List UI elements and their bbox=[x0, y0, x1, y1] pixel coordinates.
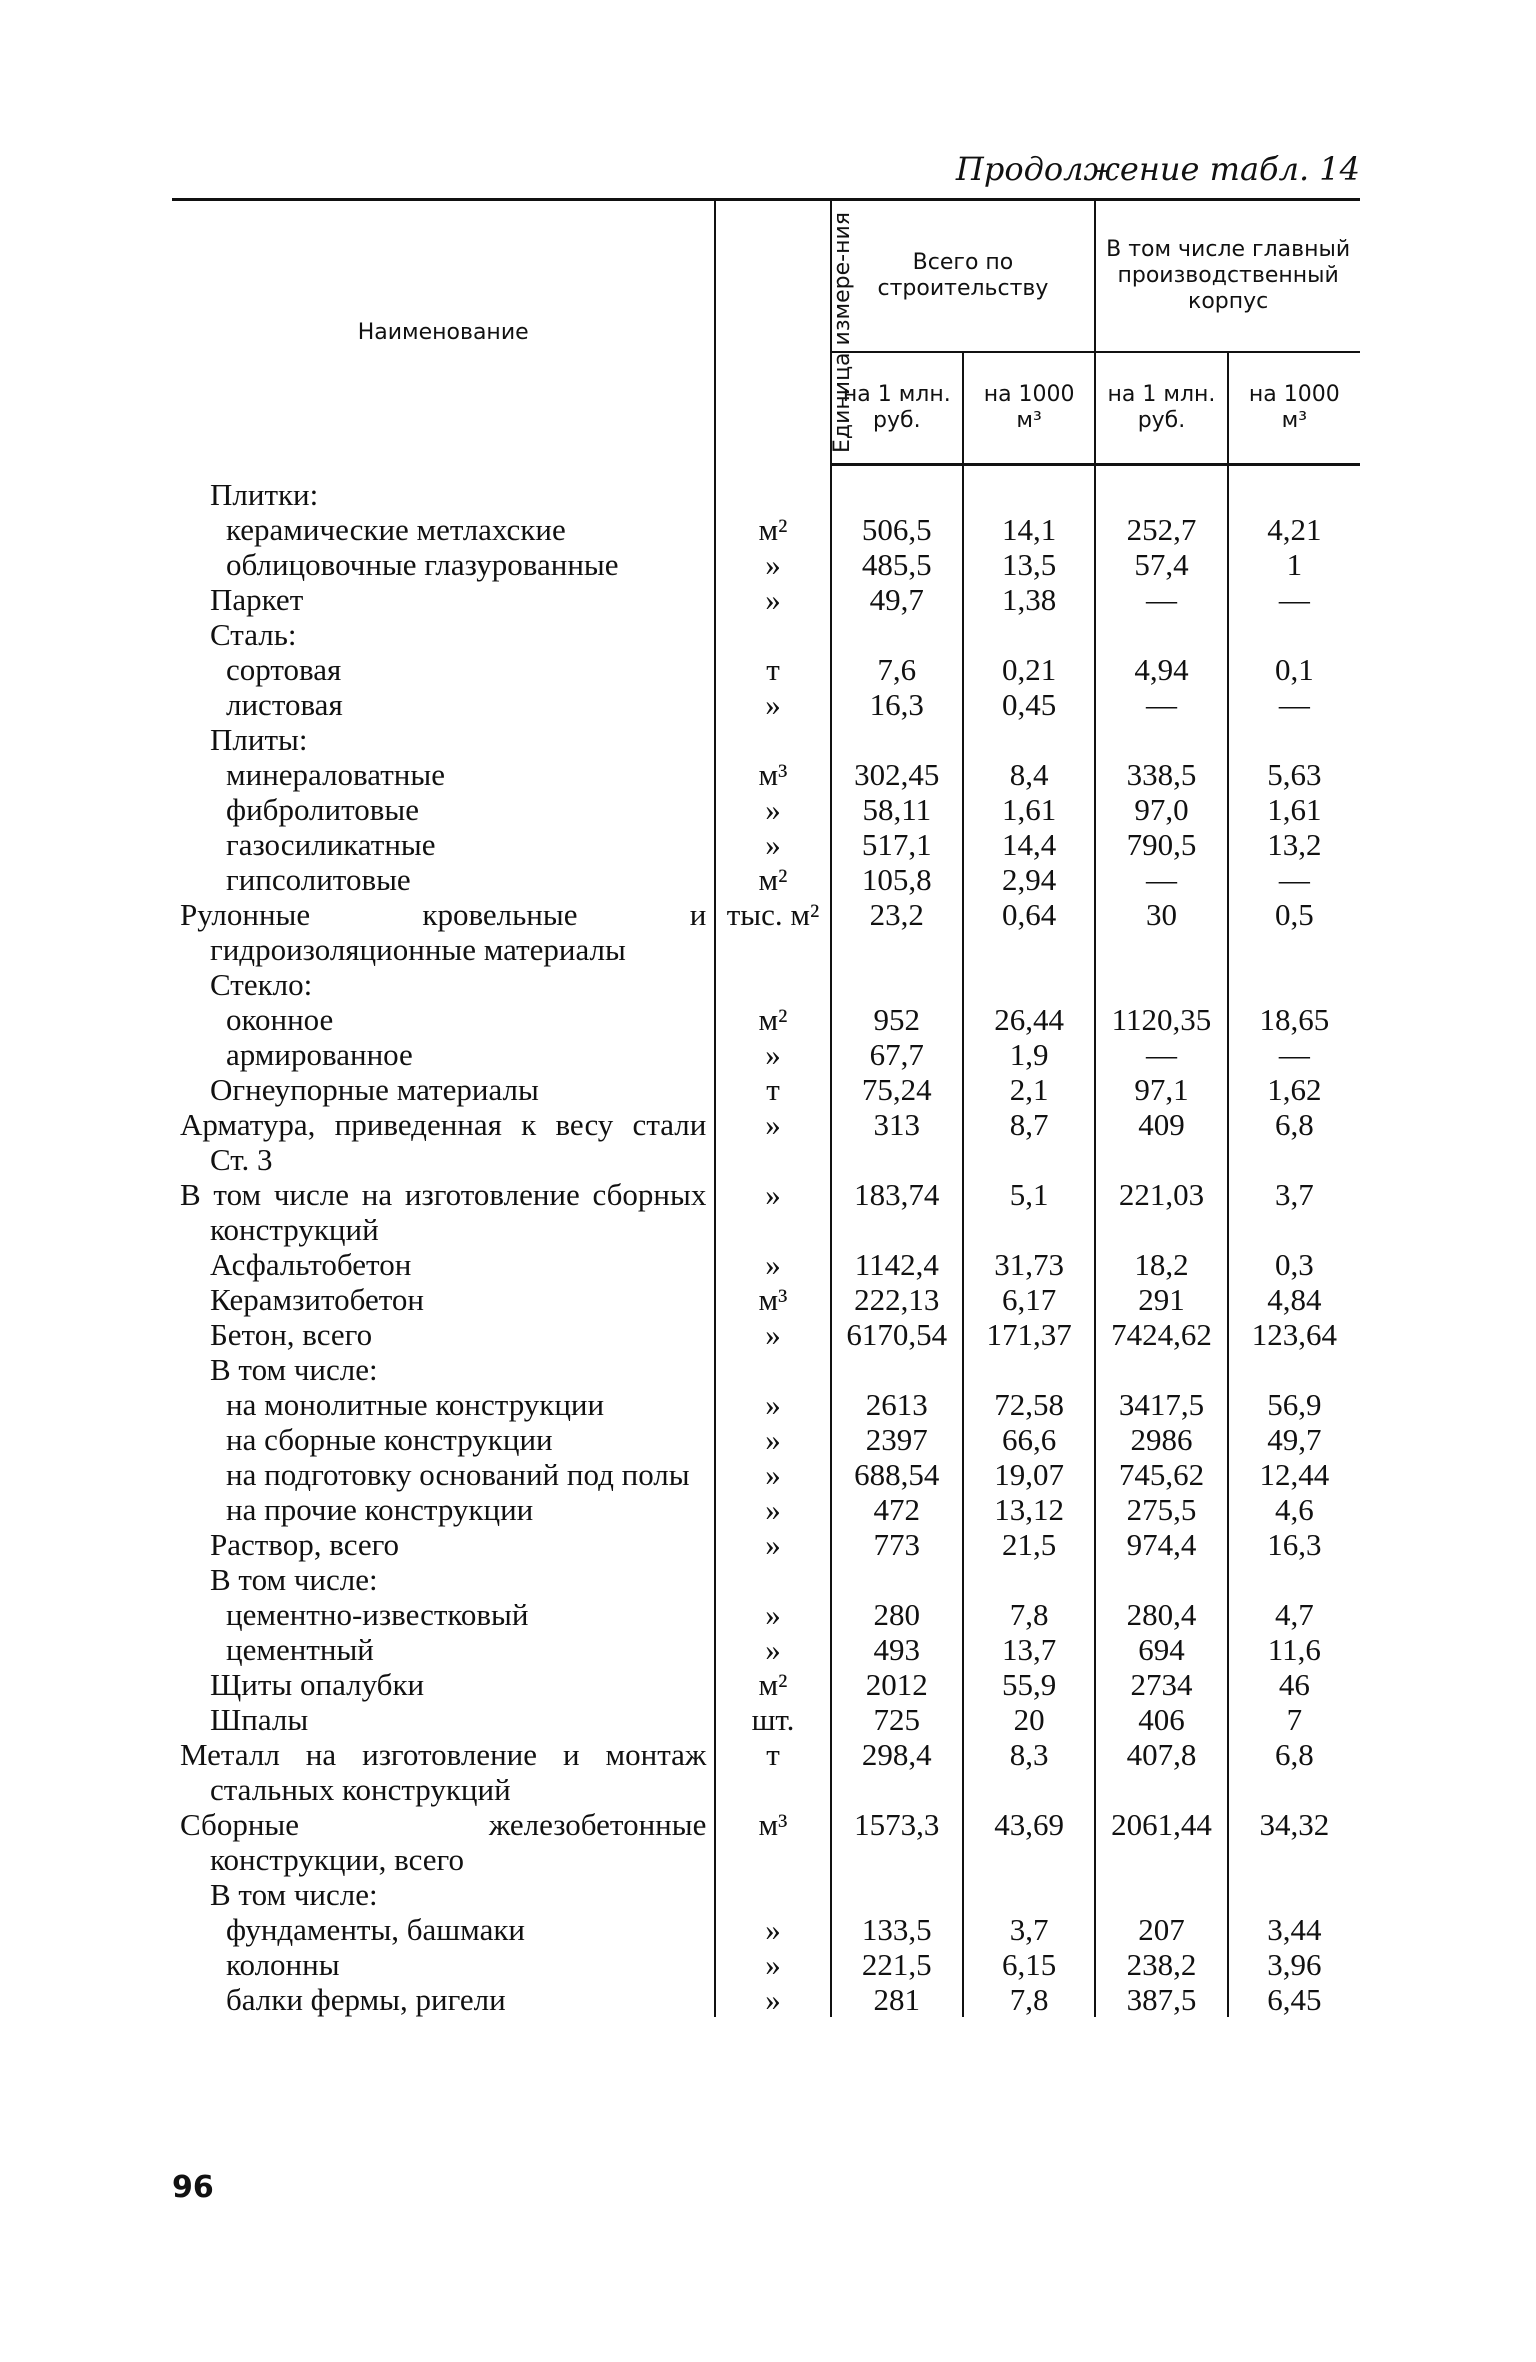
row-main-per-1000 bbox=[1228, 967, 1360, 1002]
table-row bbox=[172, 1037, 1360, 1072]
row-total-per-1000: 26,44 bbox=[963, 1002, 1095, 1037]
row-unit: » bbox=[715, 1527, 830, 1562]
row-total-per-mln: 2012 bbox=[831, 1667, 963, 1702]
row-name: Металл на изготовление и монтаж стальных конструкций bbox=[180, 1736, 707, 1807]
row-main-per-mln: 18,2 bbox=[1095, 1247, 1227, 1282]
row-total-per-1000: 13,7 bbox=[963, 1632, 1095, 1667]
table-row bbox=[172, 722, 1360, 757]
row-main-per-1000: 12,44 bbox=[1228, 1457, 1360, 1492]
row-unit: » bbox=[715, 1912, 830, 1947]
row-main-per-mln: 1120,35 bbox=[1095, 1002, 1227, 1037]
row-main-per-1000: 1,61 bbox=[1228, 792, 1360, 827]
row-total-per-mln: 49,7 bbox=[831, 582, 963, 617]
header-name: Наименование bbox=[172, 200, 715, 465]
row-total-per-mln bbox=[831, 617, 963, 652]
row-total-per-mln: 773 bbox=[831, 1527, 963, 1562]
row-main-per-1000: 1 bbox=[1228, 547, 1360, 582]
row-name: Стекло: bbox=[210, 966, 313, 1002]
table-row bbox=[172, 1457, 1360, 1492]
table-row bbox=[172, 1107, 1360, 1177]
row-total-per-mln: 7,6 bbox=[831, 652, 963, 687]
row-main-per-mln: 2734 bbox=[1095, 1667, 1227, 1702]
row-main-per-1000: 0,5 bbox=[1228, 897, 1360, 967]
row-main-per-mln: 2986 bbox=[1095, 1422, 1227, 1457]
row-total-per-1000: 55,9 bbox=[963, 1667, 1095, 1702]
row-main-per-mln: — bbox=[1095, 582, 1227, 617]
row-total-per-1000 bbox=[963, 1877, 1095, 1912]
row-name: колонны bbox=[226, 1946, 340, 1982]
row-unit bbox=[715, 1877, 830, 1912]
row-total-per-1000: 7,8 bbox=[963, 1982, 1095, 2017]
row-total-per-mln: 2397 bbox=[831, 1422, 963, 1457]
row-name: минераловатные bbox=[226, 756, 445, 792]
row-total-per-mln bbox=[831, 1562, 963, 1597]
row-total-per-1000: 8,3 bbox=[963, 1737, 1095, 1807]
table-row bbox=[172, 1632, 1360, 1667]
row-total-per-1000: 13,5 bbox=[963, 547, 1095, 582]
table-row bbox=[172, 1002, 1360, 1037]
table-row bbox=[172, 1317, 1360, 1352]
row-name: В том числе на изготовление сборных конструкций bbox=[180, 1176, 707, 1247]
header-total-per-mln: на 1 млн. руб. bbox=[831, 352, 963, 465]
row-total-per-1000 bbox=[963, 1352, 1095, 1387]
row-main-per-1000: — bbox=[1228, 582, 1360, 617]
table-row bbox=[172, 1982, 1360, 2017]
row-total-per-1000: 0,21 bbox=[963, 652, 1095, 687]
header-total: Всего по строительству bbox=[831, 200, 1096, 353]
row-name: Керамзитобетон bbox=[210, 1281, 424, 1317]
row-name: на прочие конструкции bbox=[226, 1491, 534, 1527]
table-row bbox=[172, 1422, 1360, 1457]
row-name: гипсолитовые bbox=[226, 861, 411, 897]
row-main-per-1000 bbox=[1228, 1562, 1360, 1597]
row-main-per-mln: 238,2 bbox=[1095, 1947, 1227, 1982]
row-main-per-mln: 745,62 bbox=[1095, 1457, 1227, 1492]
row-name: В том числе: bbox=[210, 1876, 378, 1912]
row-unit: т bbox=[715, 1737, 830, 1807]
row-unit: т bbox=[715, 1072, 830, 1107]
row-name: цементный bbox=[226, 1631, 374, 1667]
header-main-per-mln: на 1 млн. руб. bbox=[1095, 352, 1227, 465]
row-main-per-mln bbox=[1095, 1562, 1227, 1597]
table-row bbox=[172, 617, 1360, 652]
row-main-per-1000: 3,96 bbox=[1228, 1947, 1360, 1982]
row-main-per-1000: 49,7 bbox=[1228, 1422, 1360, 1457]
row-main-per-1000: 56,9 bbox=[1228, 1387, 1360, 1422]
row-main-per-1000 bbox=[1228, 1352, 1360, 1387]
row-total-per-mln bbox=[831, 1352, 963, 1387]
row-total-per-1000: 14,4 bbox=[963, 827, 1095, 862]
table-caption: Продолжение табл. 14 bbox=[955, 150, 1360, 188]
row-unit: » bbox=[715, 827, 830, 862]
table-row bbox=[172, 512, 1360, 547]
row-name: сортовая bbox=[226, 651, 342, 687]
table-row bbox=[172, 1492, 1360, 1527]
row-total-per-mln bbox=[831, 1877, 963, 1912]
row-main-per-1000: 3,7 bbox=[1228, 1177, 1360, 1247]
row-total-per-mln: 506,5 bbox=[831, 512, 963, 547]
row-total-per-mln: 58,11 bbox=[831, 792, 963, 827]
row-total-per-mln: 67,7 bbox=[831, 1037, 963, 1072]
row-unit: » bbox=[715, 1632, 830, 1667]
row-main-per-mln: 790,5 bbox=[1095, 827, 1227, 862]
row-main-per-mln: 974,4 bbox=[1095, 1527, 1227, 1562]
row-main-per-1000: 5,63 bbox=[1228, 757, 1360, 792]
row-name: Сталь: bbox=[210, 616, 297, 652]
row-total-per-1000: 6,17 bbox=[963, 1282, 1095, 1317]
row-total-per-1000: 0,45 bbox=[963, 687, 1095, 722]
row-unit: м³ bbox=[715, 1807, 830, 1877]
row-main-per-mln: — bbox=[1095, 687, 1227, 722]
row-total-per-1000: 8,4 bbox=[963, 757, 1095, 792]
row-total-per-mln: 280 bbox=[831, 1597, 963, 1632]
row-main-per-1000: 13,2 bbox=[1228, 827, 1360, 862]
row-total-per-1000 bbox=[963, 617, 1095, 652]
row-main-per-mln: 3417,5 bbox=[1095, 1387, 1227, 1422]
row-total-per-1000: 43,69 bbox=[963, 1807, 1095, 1877]
table-row bbox=[172, 1877, 1360, 1912]
row-total-per-1000: 20 bbox=[963, 1702, 1095, 1737]
row-name: Плиты: bbox=[210, 721, 308, 757]
row-main-per-1000: 1,62 bbox=[1228, 1072, 1360, 1107]
row-name: керамические метлахские bbox=[226, 511, 566, 547]
row-name: Шпалы bbox=[210, 1701, 309, 1737]
row-total-per-mln: 6170,54 bbox=[831, 1317, 963, 1352]
row-total-per-1000: 7,8 bbox=[963, 1597, 1095, 1632]
row-name: облицовочные глазурованные bbox=[226, 546, 619, 582]
row-main-per-1000: 46 bbox=[1228, 1667, 1360, 1702]
row-name: фибролитовые bbox=[226, 791, 419, 827]
table-row bbox=[172, 1702, 1360, 1737]
row-unit: » bbox=[715, 1947, 830, 1982]
row-main-per-1000: 123,64 bbox=[1228, 1317, 1360, 1352]
table-row bbox=[172, 1282, 1360, 1317]
row-main-per-mln bbox=[1095, 967, 1227, 1002]
row-main-per-1000: 7 bbox=[1228, 1702, 1360, 1737]
row-total-per-mln: 313 bbox=[831, 1107, 963, 1177]
row-unit: » bbox=[715, 1597, 830, 1632]
row-unit bbox=[715, 1352, 830, 1387]
row-main-per-mln bbox=[1095, 465, 1227, 512]
table-row bbox=[172, 1387, 1360, 1422]
table-row bbox=[172, 1177, 1360, 1247]
row-main-per-mln bbox=[1095, 722, 1227, 757]
row-main-per-1000: 16,3 bbox=[1228, 1527, 1360, 1562]
row-total-per-mln: 75,24 bbox=[831, 1072, 963, 1107]
row-total-per-mln: 517,1 bbox=[831, 827, 963, 862]
row-name: цементно-известковый bbox=[226, 1596, 529, 1632]
row-total-per-1000 bbox=[963, 1562, 1095, 1597]
table-row bbox=[172, 1667, 1360, 1702]
row-total-per-mln: 222,13 bbox=[831, 1282, 963, 1317]
header-total-per-1000: на 1000 м³ bbox=[963, 352, 1095, 465]
row-total-per-mln: 133,5 bbox=[831, 1912, 963, 1947]
row-unit: » bbox=[715, 792, 830, 827]
row-name: Щиты опалубки bbox=[210, 1666, 425, 1702]
row-unit: » bbox=[715, 1177, 830, 1247]
table-row bbox=[172, 967, 1360, 1002]
table-row bbox=[172, 757, 1360, 792]
row-main-per-mln: 409 bbox=[1095, 1107, 1227, 1177]
row-unit: » bbox=[715, 1247, 830, 1282]
row-name: Паркет bbox=[210, 581, 304, 617]
row-unit: м³ bbox=[715, 757, 830, 792]
row-main-per-1000: 4,7 bbox=[1228, 1597, 1360, 1632]
row-name: фундаменты, башмаки bbox=[226, 1911, 525, 1947]
row-unit: » bbox=[715, 1422, 830, 1457]
row-name: газосиликатные bbox=[226, 826, 436, 862]
row-total-per-mln bbox=[831, 967, 963, 1002]
table-row bbox=[172, 1597, 1360, 1632]
row-total-per-1000: 171,37 bbox=[963, 1317, 1095, 1352]
row-total-per-1000: 21,5 bbox=[963, 1527, 1095, 1562]
row-total-per-1000: 1,38 bbox=[963, 582, 1095, 617]
row-total-per-mln: 23,2 bbox=[831, 897, 963, 967]
row-main-per-mln: 280,4 bbox=[1095, 1597, 1227, 1632]
row-total-per-mln: 183,74 bbox=[831, 1177, 963, 1247]
row-main-per-mln: 275,5 bbox=[1095, 1492, 1227, 1527]
row-name: Плитки: bbox=[210, 476, 319, 512]
table-row bbox=[172, 897, 1360, 967]
row-total-per-1000: 6,15 bbox=[963, 1947, 1095, 1982]
row-total-per-1000 bbox=[963, 722, 1095, 757]
row-total-per-1000: 1,61 bbox=[963, 792, 1095, 827]
row-main-per-mln: 252,7 bbox=[1095, 512, 1227, 547]
row-total-per-1000: 19,07 bbox=[963, 1457, 1095, 1492]
table-row bbox=[172, 1912, 1360, 1947]
row-unit: м³ bbox=[715, 1282, 830, 1317]
row-main-per-1000: 6,8 bbox=[1228, 1737, 1360, 1807]
row-total-per-mln: 2613 bbox=[831, 1387, 963, 1422]
row-main-per-mln: 7424,62 bbox=[1095, 1317, 1227, 1352]
row-unit bbox=[715, 722, 830, 757]
row-main-per-mln bbox=[1095, 1352, 1227, 1387]
row-name: В том числе: bbox=[210, 1561, 378, 1597]
row-total-per-mln: 302,45 bbox=[831, 757, 963, 792]
row-main-per-1000: 4,21 bbox=[1228, 512, 1360, 547]
table-row bbox=[172, 1562, 1360, 1597]
row-total-per-mln: 952 bbox=[831, 1002, 963, 1037]
row-total-per-1000: 8,7 bbox=[963, 1107, 1095, 1177]
row-name: В том числе: bbox=[210, 1351, 378, 1387]
row-main-per-mln: 4,94 bbox=[1095, 652, 1227, 687]
row-main-per-mln bbox=[1095, 1877, 1227, 1912]
row-main-per-mln: 2061,44 bbox=[1095, 1807, 1227, 1877]
table-row bbox=[172, 582, 1360, 617]
row-unit: » bbox=[715, 1037, 830, 1072]
row-name: на монолитные конструкции bbox=[226, 1386, 605, 1422]
row-total-per-1000: 2,94 bbox=[963, 862, 1095, 897]
row-unit: тыс. м² bbox=[715, 897, 830, 967]
row-total-per-mln: 1573,3 bbox=[831, 1807, 963, 1877]
row-name: оконное bbox=[226, 1001, 334, 1037]
row-main-per-1000 bbox=[1228, 617, 1360, 652]
header-main-building: В том числе главный производственный корпус bbox=[1095, 200, 1360, 353]
row-total-per-1000: 1,9 bbox=[963, 1037, 1095, 1072]
table-row bbox=[172, 1527, 1360, 1562]
row-main-per-1000: 4,84 bbox=[1228, 1282, 1360, 1317]
row-unit: шт. bbox=[715, 1702, 830, 1737]
table-row bbox=[172, 792, 1360, 827]
row-main-per-1000: 4,6 bbox=[1228, 1492, 1360, 1527]
row-main-per-1000: 6,45 bbox=[1228, 1982, 1360, 2017]
row-main-per-1000 bbox=[1228, 722, 1360, 757]
row-unit: » bbox=[715, 1387, 830, 1422]
row-main-per-mln: 338,5 bbox=[1095, 757, 1227, 792]
row-main-per-1000: 0,3 bbox=[1228, 1247, 1360, 1282]
row-total-per-mln: 1142,4 bbox=[831, 1247, 963, 1282]
row-name: балки фермы, ригели bbox=[226, 1981, 506, 2017]
row-total-per-1000 bbox=[963, 967, 1095, 1002]
page-number: 96 bbox=[172, 2170, 214, 2205]
materials-table bbox=[172, 198, 1360, 2017]
row-unit bbox=[715, 1562, 830, 1597]
row-main-per-mln bbox=[1095, 617, 1227, 652]
row-name: Огнеупорные материалы bbox=[210, 1071, 539, 1107]
row-main-per-mln: 97,1 bbox=[1095, 1072, 1227, 1107]
row-main-per-1000: 11,6 bbox=[1228, 1632, 1360, 1667]
row-unit: м² bbox=[715, 512, 830, 547]
row-unit: » bbox=[715, 1107, 830, 1177]
table-row bbox=[172, 1352, 1360, 1387]
row-main-per-mln: 207 bbox=[1095, 1912, 1227, 1947]
row-main-per-mln: 406 bbox=[1095, 1702, 1227, 1737]
table-row bbox=[172, 827, 1360, 862]
row-unit: м² bbox=[715, 1002, 830, 1037]
row-total-per-1000: 14,1 bbox=[963, 512, 1095, 547]
row-main-per-mln: 387,5 bbox=[1095, 1982, 1227, 2017]
row-total-per-1000: 13,12 bbox=[963, 1492, 1095, 1527]
table-row bbox=[172, 547, 1360, 582]
header-main-per-1000: на 1000 м³ bbox=[1228, 352, 1360, 465]
row-total-per-1000: 0,64 bbox=[963, 897, 1095, 967]
table-row bbox=[172, 1737, 1360, 1807]
row-total-per-mln: 725 bbox=[831, 1702, 963, 1737]
row-unit: м² bbox=[715, 862, 830, 897]
row-total-per-mln: 688,54 bbox=[831, 1457, 963, 1492]
row-unit: » bbox=[715, 582, 830, 617]
row-total-per-mln: 221,5 bbox=[831, 1947, 963, 1982]
row-unit: » bbox=[715, 1492, 830, 1527]
row-total-per-mln: 16,3 bbox=[831, 687, 963, 722]
table-row bbox=[172, 862, 1360, 897]
row-total-per-mln: 105,8 bbox=[831, 862, 963, 897]
row-unit: » bbox=[715, 1317, 830, 1352]
row-name: на сборные конструкции bbox=[226, 1421, 553, 1457]
row-unit: м² bbox=[715, 1667, 830, 1702]
row-name: Сборные железобетонные конструкции, всего bbox=[180, 1806, 707, 1877]
row-main-per-1000: — bbox=[1228, 862, 1360, 897]
row-unit: т bbox=[715, 652, 830, 687]
row-total-per-1000: 72,58 bbox=[963, 1387, 1095, 1422]
row-unit bbox=[715, 465, 830, 512]
table-row bbox=[172, 652, 1360, 687]
row-main-per-1000: 0,1 bbox=[1228, 652, 1360, 687]
row-main-per-mln: 97,0 bbox=[1095, 792, 1227, 827]
row-total-per-mln: 493 bbox=[831, 1632, 963, 1667]
row-name: армированное bbox=[226, 1036, 413, 1072]
table-row bbox=[172, 1247, 1360, 1282]
row-total-per-1000: 31,73 bbox=[963, 1247, 1095, 1282]
row-total-per-1000: 2,1 bbox=[963, 1072, 1095, 1107]
row-unit: » bbox=[715, 1457, 830, 1492]
row-main-per-1000: 3,44 bbox=[1228, 1912, 1360, 1947]
row-main-per-1000: — bbox=[1228, 687, 1360, 722]
table-row bbox=[172, 1947, 1360, 1982]
row-unit bbox=[715, 967, 830, 1002]
row-total-per-mln: 298,4 bbox=[831, 1737, 963, 1807]
row-unit: » bbox=[715, 687, 830, 722]
row-main-per-mln: — bbox=[1095, 862, 1227, 897]
row-total-per-mln: 472 bbox=[831, 1492, 963, 1527]
table-row bbox=[172, 1072, 1360, 1107]
row-main-per-mln: 57,4 bbox=[1095, 547, 1227, 582]
table-body bbox=[172, 465, 1360, 2017]
row-unit bbox=[715, 617, 830, 652]
row-name: Рулонные кровельные и гидроизоляционные материалы bbox=[180, 896, 707, 967]
row-main-per-mln: 694 bbox=[1095, 1632, 1227, 1667]
row-total-per-1000: 5,1 bbox=[963, 1177, 1095, 1247]
row-main-per-mln: 291 bbox=[1095, 1282, 1227, 1317]
header-unit: Единица измере-ния bbox=[715, 200, 830, 465]
row-unit: » bbox=[715, 547, 830, 582]
row-total-per-mln bbox=[831, 722, 963, 757]
row-name: Асфальтобетон bbox=[210, 1246, 412, 1282]
row-name: на подготовку оснований под полы bbox=[226, 1456, 690, 1492]
row-name: Бетон, всего bbox=[210, 1316, 373, 1352]
row-main-per-1000: 6,8 bbox=[1228, 1107, 1360, 1177]
row-unit: » bbox=[715, 1982, 830, 2017]
row-total-per-mln: 485,5 bbox=[831, 547, 963, 582]
table-row bbox=[172, 465, 1360, 512]
table-row bbox=[172, 687, 1360, 722]
row-total-per-1000: 3,7 bbox=[963, 1912, 1095, 1947]
row-main-per-1000 bbox=[1228, 465, 1360, 512]
row-main-per-1000: — bbox=[1228, 1037, 1360, 1072]
row-total-per-mln: 281 bbox=[831, 1982, 963, 2017]
row-total-per-1000: 66,6 bbox=[963, 1422, 1095, 1457]
row-total-per-1000 bbox=[963, 465, 1095, 512]
table-row bbox=[172, 1807, 1360, 1877]
row-main-per-1000: 34,32 bbox=[1228, 1807, 1360, 1877]
row-main-per-mln: 407,8 bbox=[1095, 1737, 1227, 1807]
row-main-per-mln: 221,03 bbox=[1095, 1177, 1227, 1247]
row-name: Раствор, всего bbox=[210, 1526, 400, 1562]
row-main-per-1000 bbox=[1228, 1877, 1360, 1912]
row-total-per-mln bbox=[831, 465, 963, 512]
row-name: листовая bbox=[226, 686, 343, 722]
row-main-per-mln: — bbox=[1095, 1037, 1227, 1072]
row-main-per-mln: 30 bbox=[1095, 897, 1227, 967]
row-name: Арматура, приведенная к весу стали Ст. 3 bbox=[180, 1106, 707, 1177]
row-main-per-1000: 18,65 bbox=[1228, 1002, 1360, 1037]
